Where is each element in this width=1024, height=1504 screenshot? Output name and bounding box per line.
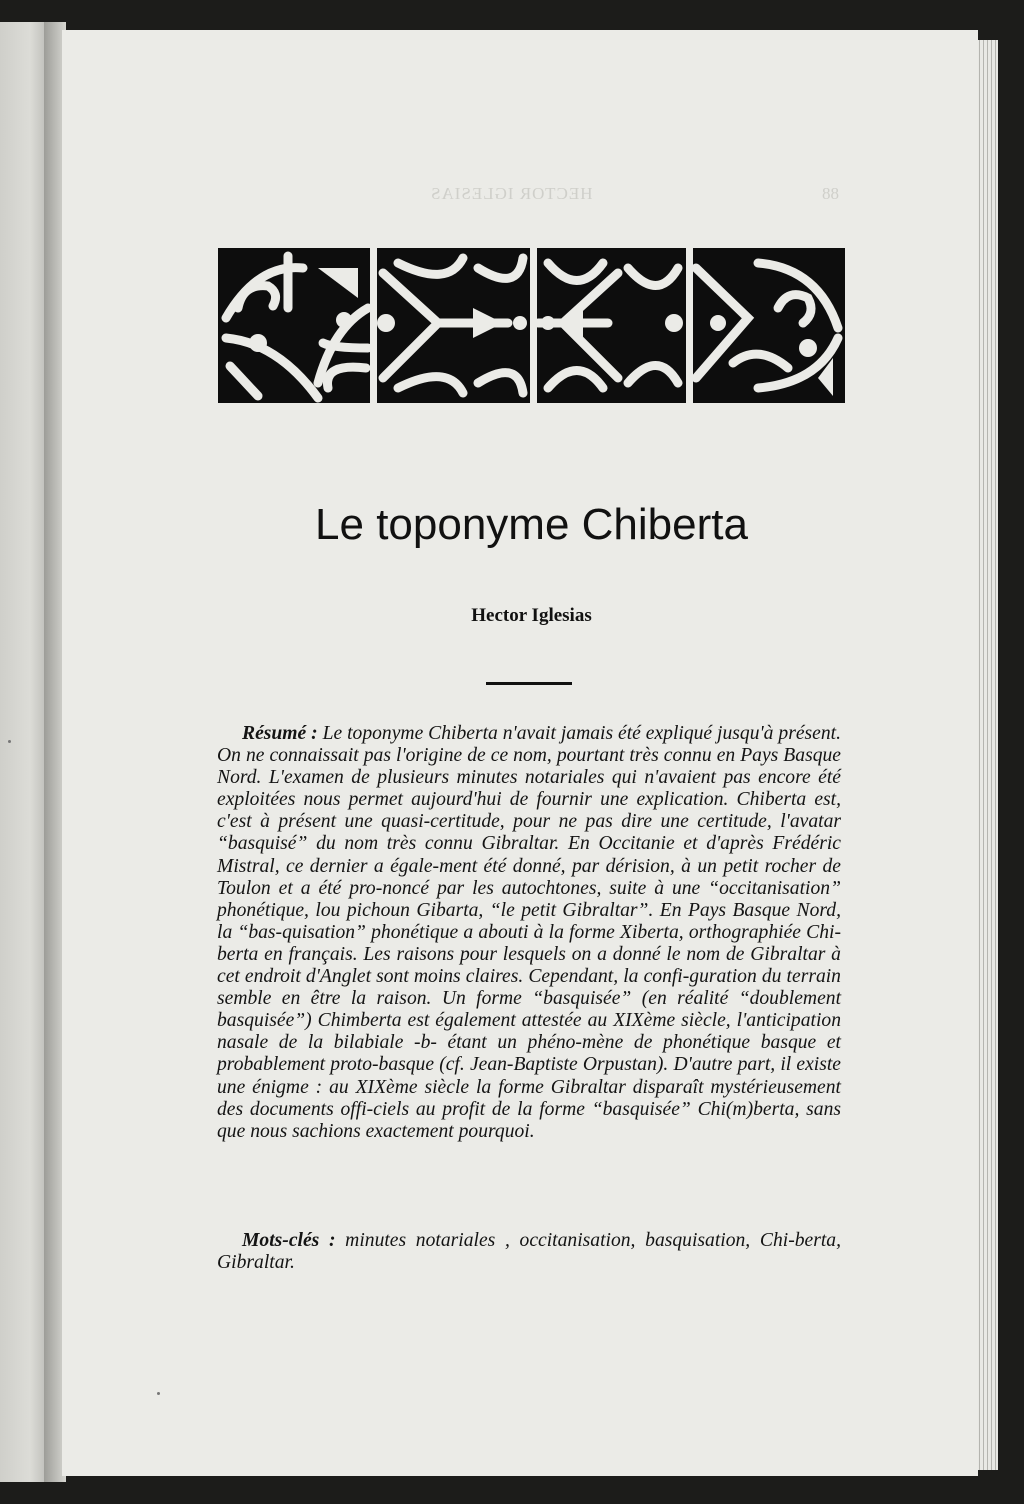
keywords xyxy=(217,1230,841,1274)
abstract-label: Résumé : xyxy=(242,723,318,744)
title-separator-rule xyxy=(486,682,572,685)
author-name: Hector Iglesias xyxy=(471,605,592,626)
bleed-through-page-number: 88 xyxy=(822,184,839,203)
bleed-through-running-head: HECTOR IGLESIAS xyxy=(430,184,593,203)
abstract-line: mène de phonétique basque et probablement proto-basque (cf. Jean- xyxy=(217,1032,841,1076)
abstract-line: présent. On ne connaissait pas l'origine de ce nom, pourtant très connu xyxy=(217,723,841,767)
abstract-line: XIXème siècle, l'anticipation nasale de la bilabiale -b- étant un phéno- xyxy=(217,1010,842,1054)
abstract-line: Gibraltar à cet endroit d'Anglet sont moins claires. Cependant, la confi- xyxy=(217,943,841,988)
abstract-line: ciels au profit de la forme “basquisée” Chi(m)berta, sans que nous xyxy=(217,1098,841,1142)
abstract-line: Gibraltar. En Occitanie et d'après Frédéric Mistral, ce dernier a égale- xyxy=(217,833,841,877)
abstract-line: en Pays Basque Nord. L'examen de plusieurs minutes notariales qui xyxy=(217,745,841,789)
paper-speck xyxy=(157,1392,160,1395)
keywords-line: berta, Gibraltar. xyxy=(217,1230,841,1274)
abstract-line: noncé par les autochtones, suite à une “occitanisation” phonétique, lou xyxy=(217,877,841,921)
abstract-line: Le toponyme Chiberta n'avait jamais été expliqué jusqu'à xyxy=(322,723,774,744)
keywords-line: minutes notariales , occitanisation, basquisation, Chi- xyxy=(345,1230,795,1251)
abstract-line: quisation” phonétique a abouti à la forme Xiberta, orthographiée Chi- xyxy=(282,921,842,943)
abstract-line: pichoun Gibarta, “le petit Gibraltar”. En Pays Basque Nord, la “bas- xyxy=(217,899,841,943)
article-title: Le toponyme Chiberta xyxy=(315,500,748,549)
abstract-line: réalité “doublement basquisée”) Chimberta est également attestée au xyxy=(217,988,842,1032)
abstract-line: guration du terrain semble en être la raison. Un forme “basquisée” (en xyxy=(217,966,841,1010)
abstract xyxy=(217,723,841,1143)
abstract-line: n'avaient pas encore été exploitées nous permet aujourd'hui de fournir xyxy=(217,767,841,811)
abstract-line: siècle la forme Gibraltar disparaît mystérieusement des documents offi- xyxy=(217,1076,841,1120)
facing-page-edge xyxy=(0,22,50,1482)
abstract-line: berta en français. Les raisons pour lesquels on a donné le nom de xyxy=(217,943,745,965)
abstract-line: ment été donné, par dérision, à un petit rocher de Toulon et a été pro- xyxy=(217,855,841,899)
abstract-line: ne pas dire une certitude, l'avatar “basquisé” du nom très connu xyxy=(217,811,841,855)
abstract-line: une explication. Chiberta est, c'est à présent une quasi-certitude, pour xyxy=(217,789,841,833)
keywords-label: Mots-clés : xyxy=(242,1230,336,1251)
abstract-line: sachions exactement pourquoi. xyxy=(292,1120,535,1142)
abstract-line: Baptiste Orpustan). D'autre part, il existe une énigme : au XIXème xyxy=(217,1054,842,1098)
paper-speck xyxy=(8,740,11,743)
decorative-ornament-band xyxy=(218,248,845,403)
